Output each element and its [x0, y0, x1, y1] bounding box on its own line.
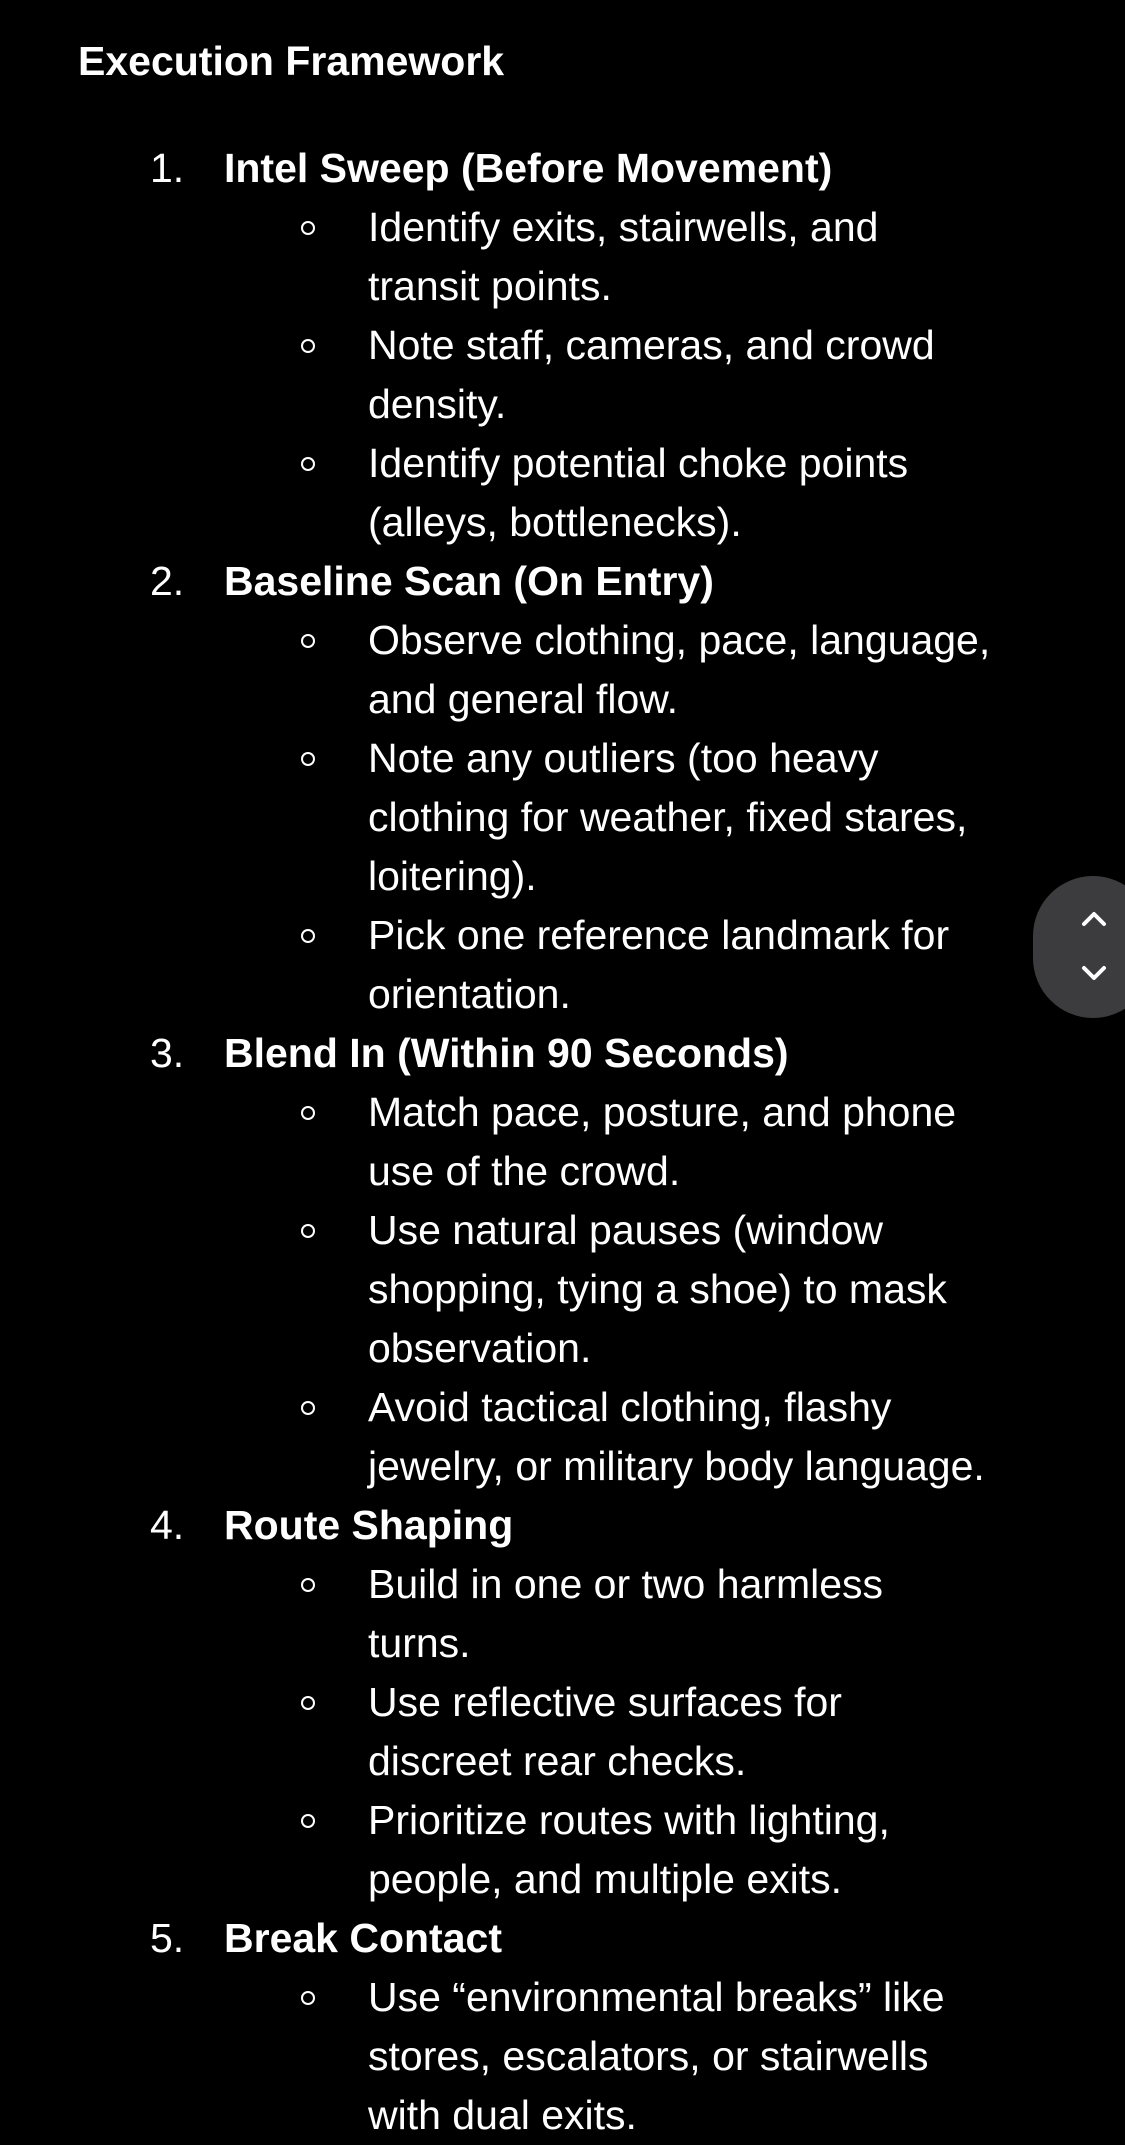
- bullet-text-line: (alleys, bottlenecks).: [368, 499, 742, 545]
- step-title: Blend In (Within 90 Seconds): [224, 1030, 789, 1076]
- hollow-circle-bullet-icon: [301, 339, 315, 353]
- bullet-text-line: Identify potential choke points: [368, 440, 909, 486]
- step-item: [0, 1909, 1125, 2145]
- bullet-text-line: discreet rear checks.: [368, 1738, 747, 1784]
- bullet-text-line: Match pace, posture, and phone: [368, 1089, 957, 1135]
- bullet-item: [0, 434, 1125, 552]
- bullet-text-line: Note any outliers (too heavy: [368, 735, 879, 781]
- bullet-item: [0, 316, 1125, 434]
- step-title: Intel Sweep (Before Movement): [224, 145, 833, 191]
- bullet-item: [0, 1083, 1125, 1201]
- bullet-text-line: Observe clothing, pace, language,: [368, 617, 991, 663]
- step-item: [0, 552, 1125, 1024]
- chevron-down-icon[interactable]: [1081, 960, 1107, 986]
- bullet-text-line: use of the crowd.: [368, 1148, 681, 1194]
- step-header: [0, 1496, 1125, 1555]
- bullet-text-line: Use natural pauses (window: [368, 1207, 884, 1253]
- scroll-nav-control[interactable]: [1033, 876, 1125, 1018]
- step-title: Baseline Scan (On Entry): [224, 558, 714, 604]
- step-item: [0, 1496, 1125, 1909]
- bullet-item: [0, 1791, 1125, 1909]
- bullet-text-line: Use “environmental breaks” like: [368, 1974, 945, 2020]
- hollow-circle-bullet-icon: [301, 221, 315, 235]
- step-title: Route Shaping: [224, 1502, 514, 1548]
- bullet-item: [0, 198, 1125, 316]
- steps-list: [0, 139, 1125, 2145]
- hollow-circle-bullet-icon: [301, 1224, 315, 1238]
- bullet-text-line: orientation.: [368, 971, 571, 1017]
- hollow-circle-bullet-icon: [301, 929, 315, 943]
- bullet-text-line: and general flow.: [368, 676, 679, 722]
- bullet-text-line: Use reflective surfaces for: [368, 1679, 842, 1725]
- step-header: [0, 139, 1125, 198]
- step-item: [0, 139, 1125, 552]
- hollow-circle-bullet-icon: [301, 1106, 315, 1120]
- step-number: 4.: [150, 1502, 185, 1548]
- hollow-circle-bullet-icon: [301, 457, 315, 471]
- bullet-text-line: Pick one reference landmark for: [368, 912, 950, 958]
- hollow-circle-bullet-icon: [301, 634, 315, 648]
- bullet-text-line: with dual exits.: [368, 2092, 637, 2138]
- bullet-text-line: density.: [368, 381, 507, 427]
- step-number: 2.: [150, 558, 185, 604]
- bullet-text-line: Build in one or two harmless: [368, 1561, 884, 1607]
- step-header: [0, 1909, 1125, 1968]
- bullet-item: [0, 1968, 1125, 2145]
- bullet-list: [0, 1555, 1125, 1909]
- step-number: 5.: [150, 1915, 185, 1961]
- step-header: [0, 552, 1125, 611]
- step-header: [0, 1024, 1125, 1083]
- bullet-list: [0, 1083, 1125, 1496]
- bullet-text-line: turns.: [368, 1620, 471, 1666]
- bullet-item: [0, 1201, 1125, 1378]
- bullet-text-line: Note staff, cameras, and crowd: [368, 322, 935, 368]
- step-number: 1.: [150, 145, 185, 191]
- bullet-text-line: people, and multiple exits.: [368, 1856, 843, 1902]
- bullet-item: [0, 729, 1125, 906]
- bullet-list: [0, 198, 1125, 552]
- bullet-text-line: observation.: [368, 1325, 592, 1371]
- bullet-item: [0, 906, 1125, 1024]
- bullet-text-line: clothing for weather, fixed stares,: [368, 794, 968, 840]
- bullet-text-line: jewelry, or military body language.: [368, 1443, 985, 1489]
- step-item: [0, 1024, 1125, 1496]
- bullet-item: [0, 1378, 1125, 1496]
- hollow-circle-bullet-icon: [301, 1991, 315, 2005]
- bullet-text-line: transit points.: [368, 263, 612, 309]
- bullet-text-line: Prioritize routes with lighting,: [368, 1797, 890, 1843]
- hollow-circle-bullet-icon: [301, 1401, 315, 1415]
- bullet-list: [0, 1968, 1125, 2145]
- step-number: 3.: [150, 1030, 185, 1076]
- step-title: Break Contact: [224, 1915, 502, 1961]
- hollow-circle-bullet-icon: [301, 752, 315, 766]
- bullet-text-line: stores, escalators, or stairwells: [368, 2033, 929, 2079]
- bullet-item: [0, 611, 1125, 729]
- document-heading: Execution Framework: [78, 38, 505, 84]
- bullet-text-line: Identify exits, stairwells, and: [368, 204, 879, 250]
- hollow-circle-bullet-icon: [301, 1814, 315, 1828]
- chevron-up-icon[interactable]: [1081, 906, 1107, 932]
- bullet-item: [0, 1555, 1125, 1673]
- bullet-text-line: Avoid tactical clothing, flashy: [368, 1384, 892, 1430]
- bullet-text-line: shopping, tying a shoe) to mask: [368, 1266, 947, 1312]
- hollow-circle-bullet-icon: [301, 1696, 315, 1710]
- bullet-list: [0, 611, 1125, 1024]
- hollow-circle-bullet-icon: [301, 1578, 315, 1592]
- bullet-item: [0, 1673, 1125, 1791]
- bullet-text-line: loitering).: [368, 853, 537, 899]
